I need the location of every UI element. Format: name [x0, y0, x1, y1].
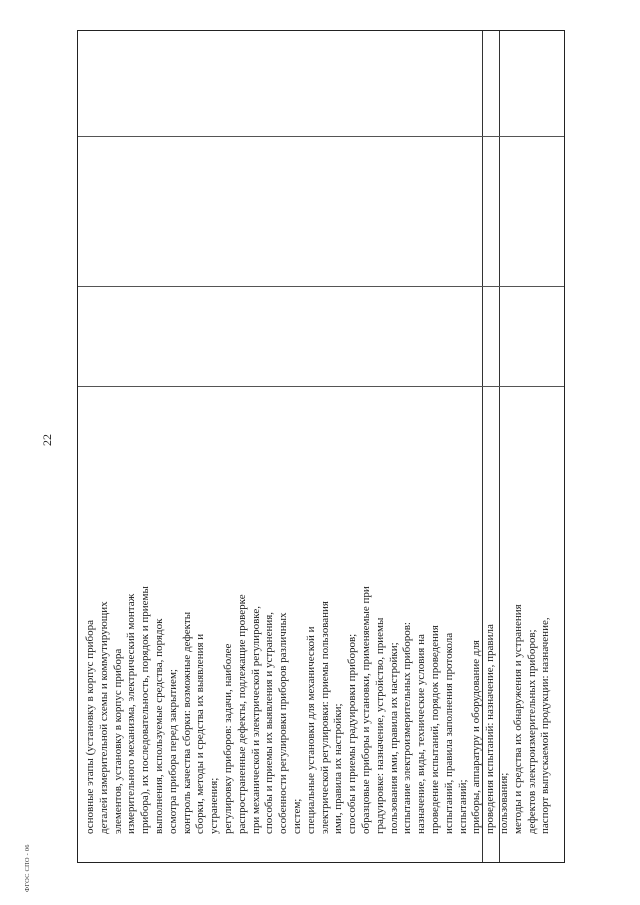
content-line: дефектов электроизмерительных приборов; [525, 629, 538, 834]
content-line: электрической регулировки: приемы пользования [318, 601, 331, 834]
content-line: при механической и электрической регулировке, [249, 606, 262, 834]
content-line: проведения испытаний: назначение, правила [484, 624, 497, 834]
content-line: пользования ими, правила их настройки; [387, 642, 400, 834]
content-line: осмотра прибора перед закрытием; [166, 669, 179, 834]
content-line: регулировку приборов: задачи, наиболее [221, 643, 234, 834]
content-line: пользования; [497, 772, 510, 834]
content-line: методы и средства их обнаружения и устранения [511, 604, 524, 834]
content-line: устранения; [208, 777, 221, 834]
content-line: испытаний, правила заполнения протокола [442, 632, 455, 834]
content-line: выполнения, используемые средства, порядок [152, 618, 165, 834]
content-line: основные этапы (установку в корпус прибора [84, 620, 96, 834]
content-line: испытаний; [456, 779, 469, 834]
content-line: измерительного механизма, электрический монтаж [125, 593, 138, 834]
curriculum-table [77, 30, 565, 863]
content-line: приборы, аппаратуру и оборудование для [470, 640, 483, 834]
content-line: контроль качества сборки: возможные дефекты [180, 611, 193, 834]
content-line: деталей измерительной схемы и коммутирующих [97, 601, 110, 834]
content-line: образцовые приборы и установки, применяемые при [359, 586, 372, 834]
row-divider [78, 386, 564, 387]
content-cell-text [84, 534, 553, 834]
footer-code: ФГОС СПО - 06 [24, 844, 31, 892]
content-line: распространенные дефекты, подлежащие проверке [235, 594, 248, 834]
content-line: паспорт выпускаемой продукции: назначение, [539, 617, 552, 834]
content-line: назначение, виды, технические условия на [415, 634, 428, 834]
content-line: ими, правила их настройки; [332, 703, 345, 834]
row-divider [78, 136, 564, 137]
content-line: специальные установки для механической и [304, 626, 317, 834]
row-divider [78, 286, 564, 287]
content-line: элементов, установку в корпус прибора [111, 648, 124, 834]
content-line: способы и приемы их выявления и устранения, [263, 611, 276, 834]
content-line: сборки, методы и средства их выявления и [194, 633, 207, 834]
content-line: проведение испытаний, порядок проведения [428, 625, 441, 834]
content-line: прибора), их последовательность, порядок и приемы [139, 586, 152, 834]
content-line: систем; [290, 798, 303, 834]
content-line: градуировке: назначение, устройство, приемы [373, 617, 386, 834]
page-number: 22 [40, 434, 54, 446]
content-line: особенности регулировки приборов различных [277, 612, 290, 834]
content-line: испытание электроизмерительных приборов: [401, 622, 414, 834]
content-line: способы и приемы градуировки приборов; [346, 633, 359, 834]
